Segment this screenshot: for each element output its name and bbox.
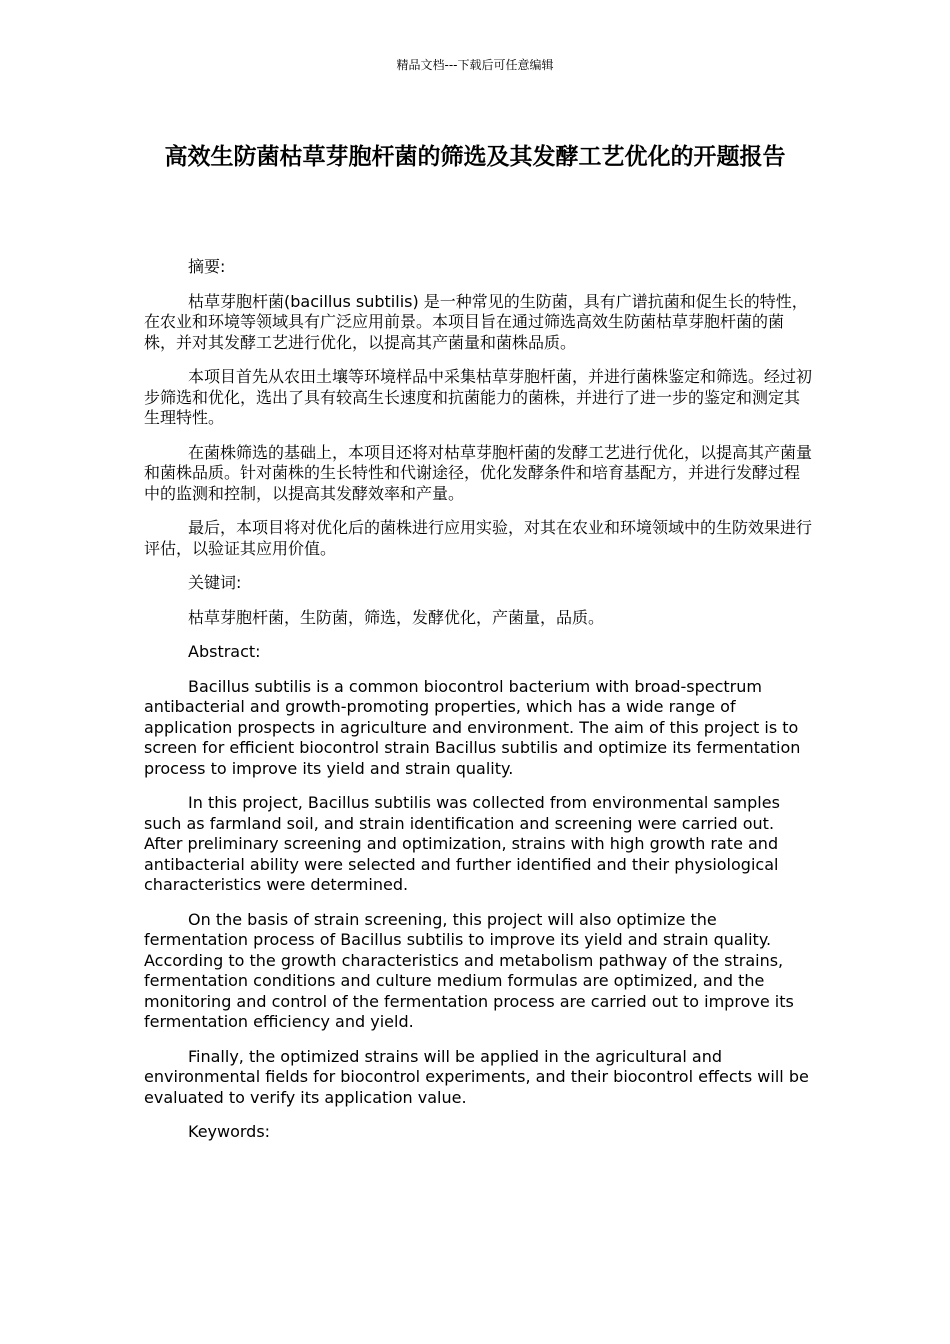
keywords-cn: 枯草芽胞杆菌，生防菌，筛选，发酵优化，产菌量，品质。 — [188, 607, 605, 627]
abstract-cn-paragraph-4: 最后，本项目将对优化后的菌株进行应用实验，对其在农业和环境领域中的生防效果进行评估，以验证其应用价值。 — [144, 518, 813, 558]
abstract-en-paragraph-4: Finally, the optimized strains will be applied in the agricultural and environmental fields for biocontrol experiments, and their biocontrol effects will be evaluated to verify its application value. — [144, 1046, 809, 1107]
abstract-cn-label: 摘要: — [188, 257, 226, 276]
abstract-en-paragraph-2: In this project, Bacillus subtilis was collected from environmental samples such as farmland soil, and strain identification and screening were carried out. After preliminary screening and optimization, strains with high growth rate and antibacterial ability were selected and further identified and their physiological characteristics were determined. — [144, 793, 780, 894]
abstract-en-paragraph-1: Bacillus subtilis is a common biocontrol bacterium with broad-spectrum antibacterial and growth-promoting properties, which has a wide range of application prospects in agriculture and environment. The aim of this project is to screen for efficient biocontrol strain Bacillus subtilis and optimize its fermentation process to improve its yield and strain quality. — [144, 676, 801, 778]
abstract-cn-paragraph-3: 在菌株筛选的基础上，本项目还将对枯草芽胞杆菌的发酵工艺进行优化，以提高其产菌量和菌株品质。针对菌株的生长特性和代谢途径，优化发酵条件和培育基配方，并进行发酵过程中的监测和控制，以提高其发酵效率和产量。 — [144, 442, 813, 503]
document-body — [144, 257, 812, 1157]
abstract-cn-paragraph-1: 枯草芽胞杆菌(bacillus subtilis) 是一种常见的生防菌，具有广谱抗菌和促生长的特性，在农业和环境等领域具有广泛应用前景。本项目旨在通过筛选高效生防菌枯草芽胞杆菌的菌株，并对其发酵工艺进行优化，以提高其产菌量和菌株品质。 — [144, 291, 808, 352]
keywords-en-label: Keywords: — [188, 1122, 271, 1141]
abstract-en-paragraph-3: On the basis of strain screening, this project will also optimize the fermentation process of Bacillus subtilis to improve its yield and strain quality. According to the growth characteristics and metabolism pathway of the strains, fermentation conditions and culture medium formulas are optimized, and the monitoring and control of the fermentation process are carried out to improve its fermentation efficiency and yield. — [144, 909, 794, 1031]
document-title: 高效生防菌枯草芽胞杆菌的筛选及其发酵工艺优化的开题报告 — [164, 144, 786, 170]
abstract-en-label: Abstract: — [188, 642, 261, 661]
abstract-cn-paragraph-2: 本项目首先从农田土壤等环境样品中采集枯草芽胞杆菌，并进行菌株鉴定和筛选。经过初步筛选和优化，选出了具有较高生长速度和抗菌能力的菌株，并进行了进一步的鉴定和测定其生理特性。 — [144, 367, 813, 427]
page-header-note: 精品文档---下载后可任意编辑 — [396, 58, 554, 72]
keywords-cn-label: 关键词: — [188, 573, 242, 592]
